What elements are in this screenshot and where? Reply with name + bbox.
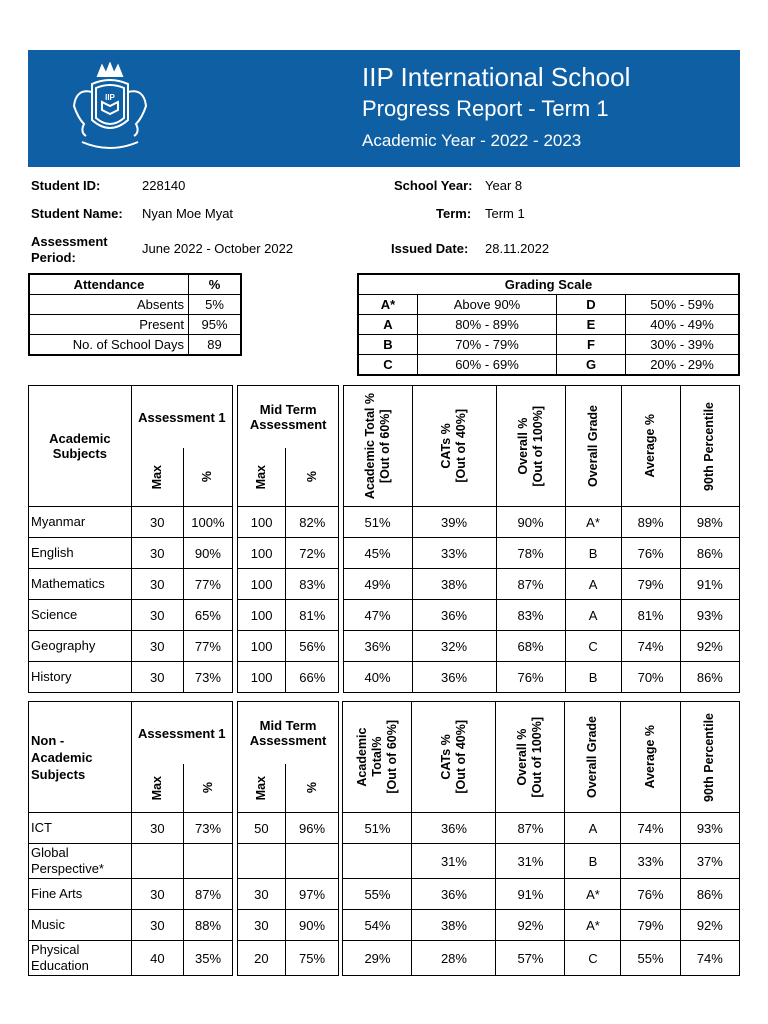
academic-total-header: Academic Total% [Out of 60%] bbox=[354, 720, 399, 794]
cell-cats: 39% bbox=[412, 507, 496, 538]
grading-row bbox=[358, 355, 739, 376]
average-header: Average % bbox=[643, 725, 658, 789]
cell-avg: 55% bbox=[621, 941, 680, 976]
svg-text:IIP: IIP bbox=[105, 93, 115, 102]
cell-a1max: 30 bbox=[131, 662, 183, 693]
grading-row bbox=[358, 315, 739, 335]
attendance-value: 95% bbox=[189, 315, 242, 335]
cell-mtmax: 100 bbox=[238, 538, 286, 569]
subject-name: Science bbox=[29, 600, 132, 631]
cell-a1max: 30 bbox=[131, 569, 183, 600]
midterm-header: Mid Term Assessment bbox=[237, 702, 338, 765]
cats-header: CATs % [Out of 40%] bbox=[439, 409, 469, 483]
cell-avg: 81% bbox=[621, 600, 680, 631]
cell-mtmax: 100 bbox=[238, 631, 286, 662]
cell-cats: 36% bbox=[412, 879, 496, 910]
cell-p90: 86% bbox=[680, 538, 739, 569]
cats-header: CATs % [Out of 40%] bbox=[438, 720, 468, 794]
school-year-label: School Year: bbox=[394, 178, 473, 193]
grading-scale-table bbox=[357, 273, 740, 376]
assessment-period-label: Assessment Period: bbox=[31, 234, 108, 265]
attendance-value: 5% bbox=[189, 295, 242, 315]
cell-avg: 74% bbox=[621, 813, 680, 844]
subject-name: Physical Education bbox=[29, 941, 132, 976]
term-label: Term: bbox=[436, 206, 472, 221]
cell-mtmax: 100 bbox=[238, 662, 286, 693]
cell-grade: A bbox=[565, 600, 621, 631]
academic-total-header: Academic Total % [Out of 60%] bbox=[362, 392, 392, 500]
max-header: Max bbox=[149, 464, 164, 490]
cell-overall: 78% bbox=[496, 538, 565, 569]
cell-acad: 51% bbox=[343, 507, 412, 538]
grade-letter: A bbox=[358, 315, 418, 335]
subject-name: Geography bbox=[29, 631, 132, 662]
cell-mtpct: 90% bbox=[285, 910, 338, 941]
assessment-period-value: June 2022 - October 2022 bbox=[142, 241, 294, 256]
cell-cats: 33% bbox=[412, 538, 496, 569]
non-academic-subjects-table bbox=[28, 701, 740, 976]
subject-name: Mathematics bbox=[29, 569, 132, 600]
grade-letter: C bbox=[358, 355, 418, 376]
cell-mtpct bbox=[285, 844, 338, 879]
cell-acad: 47% bbox=[343, 600, 412, 631]
cell-mtmax bbox=[237, 844, 285, 879]
cell-grade: B bbox=[565, 662, 621, 693]
cell-a1pct: 73% bbox=[183, 662, 232, 693]
school-year-value: Year 8 bbox=[485, 178, 523, 193]
cell-p90: 93% bbox=[680, 600, 739, 631]
cell-a1pct: 65% bbox=[183, 600, 232, 631]
cell-overall: 91% bbox=[496, 879, 565, 910]
grade-range: 60% - 69% bbox=[418, 355, 557, 376]
percentile-header: 90th Percentile bbox=[702, 712, 717, 802]
subject-name: Music bbox=[29, 910, 132, 941]
school-name: IIP International School bbox=[362, 62, 631, 92]
cell-cats: 38% bbox=[412, 910, 496, 941]
cell-mtmax: 100 bbox=[238, 507, 286, 538]
cell-avg: 79% bbox=[621, 910, 680, 941]
midterm-header: Mid Term Assessment bbox=[238, 386, 339, 449]
max-header: Max bbox=[149, 775, 164, 801]
subject-row bbox=[29, 507, 740, 538]
pct-header: % bbox=[200, 471, 215, 483]
attendance-value: 89 bbox=[189, 335, 242, 356]
student-id-value: 228140 bbox=[142, 178, 186, 193]
cell-mtmax: 30 bbox=[237, 879, 285, 910]
cell-grade: C bbox=[565, 631, 621, 662]
cell-overall: 31% bbox=[496, 844, 565, 879]
cell-a1pct: 77% bbox=[183, 631, 232, 662]
attendance-row bbox=[29, 335, 241, 356]
cell-grade: A* bbox=[565, 910, 621, 941]
cell-a1max: 30 bbox=[131, 813, 184, 844]
cell-grade: B bbox=[565, 844, 621, 879]
subject-row bbox=[29, 662, 740, 693]
cell-a1pct: 88% bbox=[184, 910, 233, 941]
subject-name: History bbox=[29, 662, 132, 693]
attendance-label: Present bbox=[29, 315, 189, 335]
subject-row bbox=[29, 813, 740, 844]
cell-p90: 37% bbox=[680, 844, 739, 879]
cell-a1max bbox=[131, 844, 184, 879]
attendance-label: Absents bbox=[29, 295, 189, 315]
cell-mtpct: 83% bbox=[286, 569, 339, 600]
cell-mtmax: 20 bbox=[237, 941, 285, 976]
cell-mtpct: 96% bbox=[285, 813, 338, 844]
grading-row bbox=[358, 335, 739, 355]
cell-p90: 92% bbox=[680, 910, 739, 941]
grade-range: 50% - 59% bbox=[626, 295, 740, 315]
cell-mtpct: 82% bbox=[286, 507, 339, 538]
attendance-header: Attendance bbox=[29, 274, 189, 295]
percentile-header: 90th Percentile bbox=[702, 401, 717, 491]
student-name-label: Student Name: bbox=[31, 206, 123, 221]
cell-a1pct: 35% bbox=[184, 941, 233, 976]
cell-a1max: 30 bbox=[131, 507, 183, 538]
cell-a1pct: 73% bbox=[184, 813, 233, 844]
subject-name: English bbox=[29, 538, 132, 569]
attendance-pct-header: % bbox=[189, 274, 242, 295]
subject-row bbox=[29, 538, 740, 569]
cell-a1pct: 87% bbox=[184, 879, 233, 910]
max-header: Max bbox=[254, 464, 269, 490]
academic-subjects-title: Academic Subjects bbox=[29, 386, 132, 507]
cell-cats: 32% bbox=[412, 631, 496, 662]
grade-letter: E bbox=[557, 315, 626, 335]
cell-mtpct: 81% bbox=[286, 600, 339, 631]
grade-letter: F bbox=[557, 335, 626, 355]
cell-mtpct: 56% bbox=[286, 631, 339, 662]
issued-date-label: Issued Date: bbox=[391, 241, 469, 256]
pct-header: % bbox=[200, 782, 215, 794]
issued-date-value: 28.11.2022 bbox=[485, 241, 550, 256]
cell-a1pct: 77% bbox=[183, 569, 232, 600]
average-header: Average % bbox=[643, 414, 658, 478]
grade-letter: G bbox=[557, 355, 626, 376]
overall-grade-header: Overall Grade bbox=[585, 716, 600, 798]
cell-p90: 91% bbox=[680, 569, 739, 600]
cell-grade: A bbox=[565, 569, 621, 600]
grade-letter: A* bbox=[358, 295, 418, 315]
cell-overall: 57% bbox=[496, 941, 565, 976]
grade-letter: B bbox=[358, 335, 418, 355]
cell-a1max: 30 bbox=[131, 631, 183, 662]
attendance-row bbox=[29, 315, 241, 335]
subject-row bbox=[29, 941, 740, 976]
grading-scale-header: Grading Scale bbox=[358, 274, 739, 295]
cell-cats: 28% bbox=[412, 941, 496, 976]
cell-avg: 74% bbox=[621, 631, 680, 662]
grade-range: 40% - 49% bbox=[626, 315, 740, 335]
grade-range: 70% - 79% bbox=[418, 335, 557, 355]
subject-name: Global Perspective* bbox=[29, 844, 132, 879]
cell-p90: 93% bbox=[680, 813, 739, 844]
cell-acad: 40% bbox=[343, 662, 412, 693]
cell-avg: 76% bbox=[621, 879, 680, 910]
subject-row bbox=[29, 844, 740, 879]
cell-grade: C bbox=[565, 941, 621, 976]
cell-cats: 36% bbox=[412, 662, 496, 693]
grade-letter: D bbox=[557, 295, 626, 315]
cell-acad: 36% bbox=[343, 631, 412, 662]
subject-row bbox=[29, 569, 740, 600]
overall-header: Overall % [Out of 100%] bbox=[515, 716, 545, 798]
cell-mtpct: 75% bbox=[285, 941, 338, 976]
cell-cats: 31% bbox=[412, 844, 496, 879]
max-header: Max bbox=[253, 775, 268, 801]
cell-mtpct: 72% bbox=[286, 538, 339, 569]
assessment1-header: Assessment 1 bbox=[131, 386, 232, 449]
subject-row bbox=[29, 910, 740, 941]
grade-range: 80% - 89% bbox=[418, 315, 557, 335]
academic-year: Academic Year - 2022 - 2023 bbox=[362, 131, 582, 150]
cell-mtmax: 100 bbox=[238, 569, 286, 600]
overall-header: Overall % [Out of 100%] bbox=[515, 405, 545, 487]
cell-grade: A* bbox=[565, 507, 621, 538]
cell-a1pct: 90% bbox=[183, 538, 232, 569]
term-value: Term 1 bbox=[485, 206, 525, 221]
cell-overall: 87% bbox=[496, 569, 565, 600]
report-title: Progress Report - Term 1 bbox=[362, 96, 609, 121]
cell-grade: A bbox=[565, 813, 621, 844]
cell-avg: 89% bbox=[621, 507, 680, 538]
cell-acad bbox=[343, 844, 412, 879]
cell-a1max: 30 bbox=[131, 879, 184, 910]
cell-a1max: 30 bbox=[131, 538, 183, 569]
cell-acad: 45% bbox=[343, 538, 412, 569]
assessment1-header: Assessment 1 bbox=[131, 702, 232, 765]
cell-acad: 49% bbox=[343, 569, 412, 600]
pct-header: % bbox=[304, 471, 319, 483]
cell-a1max: 40 bbox=[131, 941, 184, 976]
cell-grade: A* bbox=[565, 879, 621, 910]
cell-overall: 68% bbox=[496, 631, 565, 662]
cell-a1pct bbox=[184, 844, 233, 879]
overall-grade-header: Overall Grade bbox=[585, 405, 600, 487]
cell-p90: 98% bbox=[680, 507, 739, 538]
subject-name: Myanmar bbox=[29, 507, 132, 538]
cell-a1pct: 100% bbox=[183, 507, 232, 538]
cell-cats: 36% bbox=[412, 813, 496, 844]
student-id-label: Student ID: bbox=[31, 178, 101, 193]
cell-overall: 76% bbox=[496, 662, 565, 693]
cell-mtmax: 100 bbox=[238, 600, 286, 631]
cell-overall: 90% bbox=[496, 507, 565, 538]
cell-overall: 92% bbox=[496, 910, 565, 941]
cell-mtmax: 50 bbox=[237, 813, 285, 844]
grade-range: Above 90% bbox=[418, 295, 557, 315]
subject-row bbox=[29, 600, 740, 631]
pct-header: % bbox=[304, 782, 319, 794]
cell-overall: 87% bbox=[496, 813, 565, 844]
cell-grade: B bbox=[565, 538, 621, 569]
grade-range: 20% - 29% bbox=[626, 355, 740, 376]
cell-p90: 92% bbox=[680, 631, 739, 662]
cell-p90: 74% bbox=[680, 941, 739, 976]
attendance-label: No. of School Days bbox=[29, 335, 189, 356]
cell-avg: 33% bbox=[621, 844, 680, 879]
attendance-table bbox=[28, 273, 242, 356]
cell-overall: 83% bbox=[496, 600, 565, 631]
cell-a1max: 30 bbox=[131, 910, 184, 941]
cell-avg: 79% bbox=[621, 569, 680, 600]
cell-acad: 55% bbox=[343, 879, 412, 910]
cell-avg: 76% bbox=[621, 538, 680, 569]
cell-cats: 36% bbox=[412, 600, 496, 631]
student-name-value: Nyan Moe Myat bbox=[142, 206, 234, 221]
grading-row bbox=[358, 295, 739, 315]
cell-mtpct: 97% bbox=[285, 879, 338, 910]
subject-row bbox=[29, 631, 740, 662]
cell-mtpct: 66% bbox=[286, 662, 339, 693]
subject-row bbox=[29, 879, 740, 910]
attendance-row bbox=[29, 295, 241, 315]
school-crest-icon bbox=[62, 62, 158, 158]
cell-p90: 86% bbox=[680, 879, 739, 910]
cell-cats: 38% bbox=[412, 569, 496, 600]
cell-mtmax: 30 bbox=[237, 910, 285, 941]
academic-subjects-table bbox=[28, 385, 740, 693]
cell-a1max: 30 bbox=[131, 600, 183, 631]
cell-p90: 86% bbox=[680, 662, 739, 693]
subject-name: ICT bbox=[29, 813, 132, 844]
cell-acad: 51% bbox=[343, 813, 412, 844]
grade-range: 30% - 39% bbox=[626, 335, 740, 355]
cell-acad: 54% bbox=[343, 910, 412, 941]
subject-name: Fine Arts bbox=[29, 879, 132, 910]
non-academic-subjects-title: Non - Academic Subjects bbox=[29, 702, 132, 813]
cell-avg: 70% bbox=[621, 662, 680, 693]
cell-acad: 29% bbox=[343, 941, 412, 976]
